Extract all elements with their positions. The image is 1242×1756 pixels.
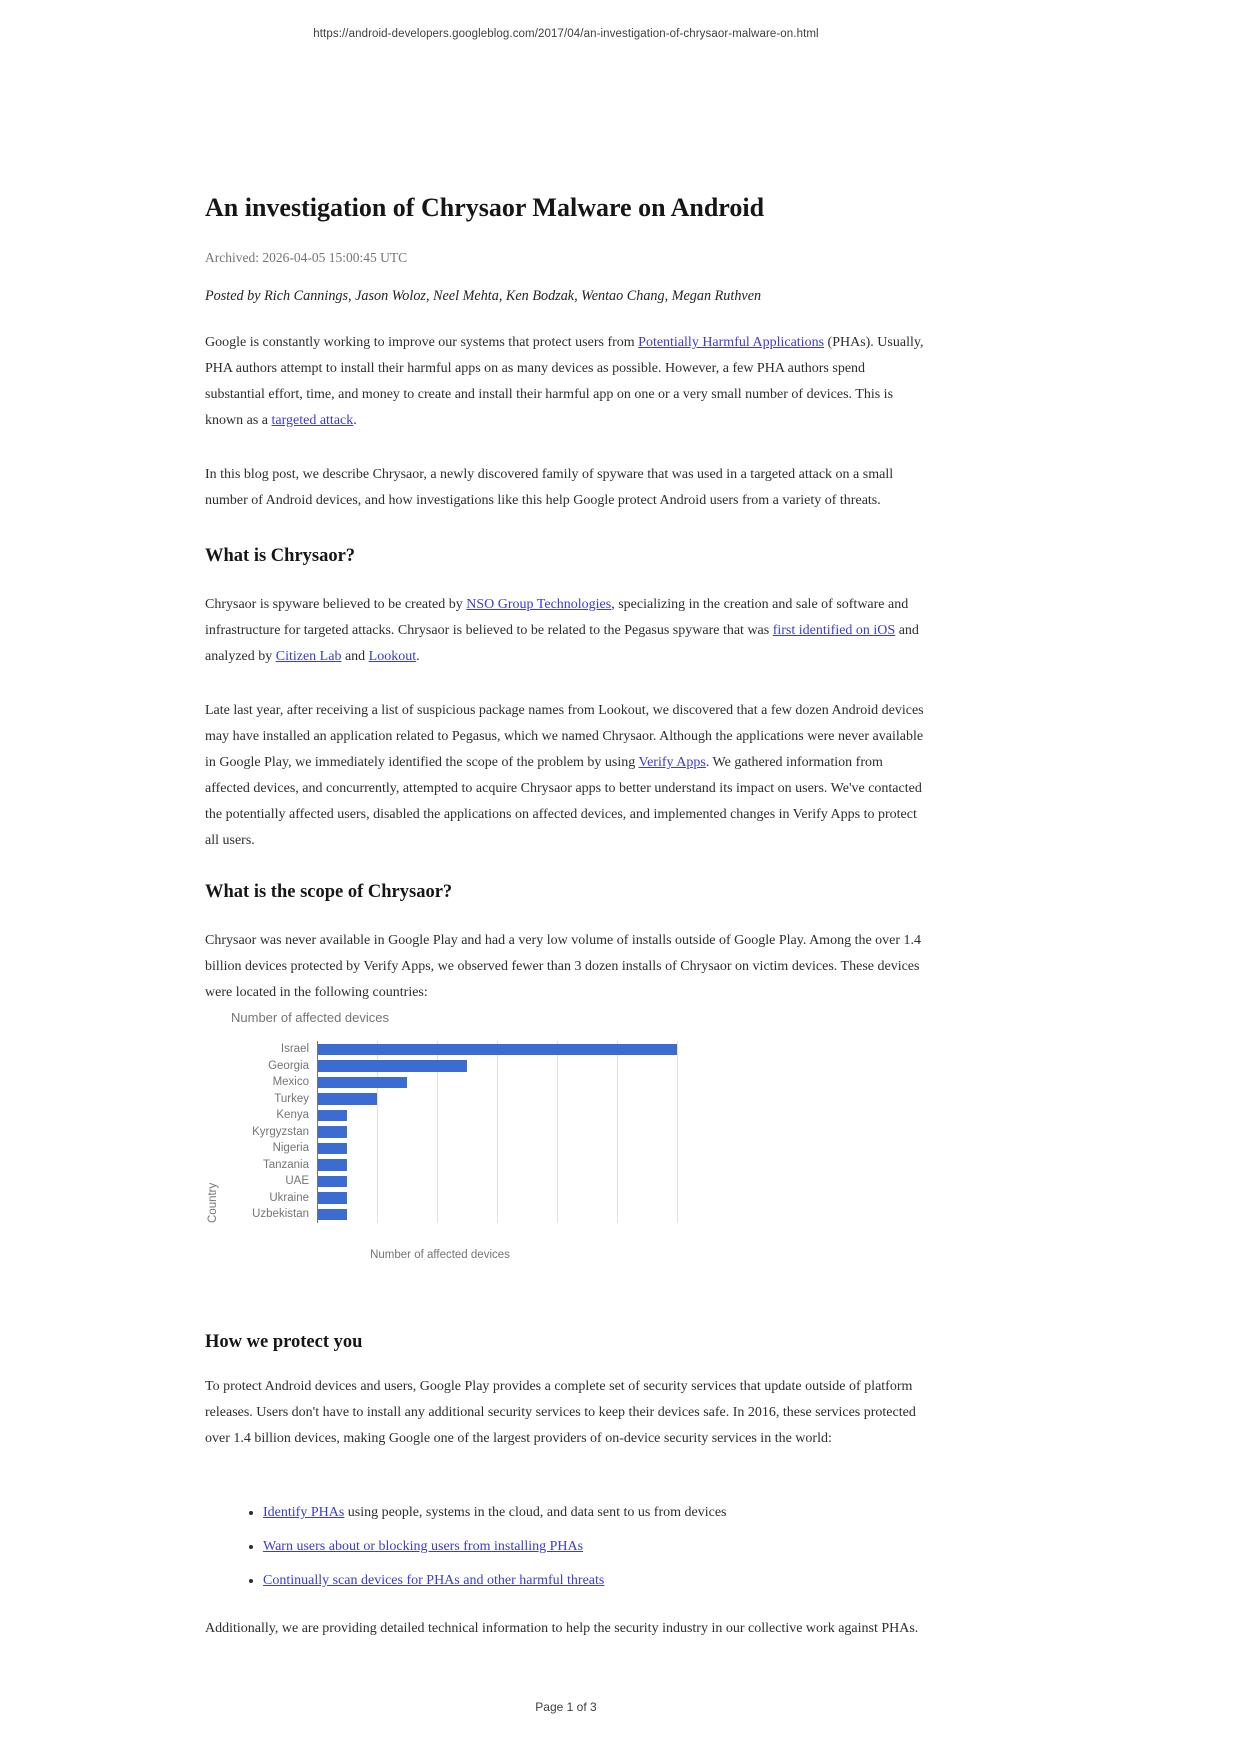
chart-bar-track [317, 1107, 677, 1124]
chart-bar-track [317, 1058, 677, 1075]
link-first-identified-on-ios[interactable]: first identified on iOS [772, 623, 896, 638]
chart-bar-track [317, 1124, 677, 1141]
chart-category-label: Turkey [274, 1092, 309, 1105]
chart-rows [219, 1041, 677, 1223]
chart-row [219, 1190, 677, 1207]
chart-row [219, 1058, 677, 1075]
link-warn-users-blocking-installs[interactable]: Warn users about or blocking users from installing PHAs [263, 1539, 584, 1554]
chart-bar [317, 1126, 347, 1138]
archived-timestamp: Archived: 2026-04-05 15:00:45 UTC [205, 250, 408, 265]
chart-y-axis-label: Country [207, 1182, 219, 1223]
chart-bar [317, 1110, 347, 1122]
chart-bar [317, 1060, 467, 1072]
link-continually-scan-devices[interactable]: Continually scan devices for PHAs and other harmful threats [263, 1573, 605, 1588]
paragraph-text: Google is constantly working to improve our systems that protect users from [205, 335, 639, 350]
paragraph-text: (PHAs). Usually, PHA authors attempt to install their harmful apps on as many devices as possible. However, a few PHA authors spend substantial effort, time, and money to create and install their harmful app on one or a very small number of devices. This is known as a [205, 335, 924, 428]
chart-bar-track [317, 1173, 677, 1190]
chart-category-label: UAE [285, 1175, 309, 1188]
chart-bar [317, 1143, 347, 1155]
heading-how-we-protect-you: How we protect you [205, 1332, 363, 1352]
byline: Posted by Rich Cannings, Jason Woloz, Neel Mehta, Ken Bodzak, Wentao Chang, Megan Ruthven [205, 288, 762, 304]
chart-row [219, 1124, 677, 1141]
chart-bar [317, 1159, 347, 1171]
protection-list [205, 1500, 927, 1593]
chart-bar [317, 1077, 407, 1089]
affected-devices-bar-chart [205, 1010, 765, 1261]
paragraph-protect: To protect Android devices and users, Google Play provides a complete set of security services that update outside of platform releases. Users don't have to install any additional security services to keep their devices safe. In 2016, these services protected over 1.4 billion devices, making Google one of the largest providers of on-device security services in the world: [205, 1379, 916, 1446]
chart-bar-track [317, 1157, 677, 1174]
chart-bar [317, 1192, 347, 1204]
heading-what-is-chrysaor: What is Chrysaor? [205, 546, 356, 566]
paragraph-text: and [341, 649, 369, 664]
chart-bar [317, 1093, 377, 1105]
chart-title: Number of affected devices [231, 1010, 390, 1025]
chart-bar-track [317, 1041, 677, 1058]
list-item-text: using people, systems in the cloud, and data sent to us from devices [344, 1505, 727, 1520]
chart-axis-line [317, 1041, 318, 1223]
chart-bar-track [317, 1206, 677, 1223]
chart-gridline [677, 1041, 678, 1223]
paragraph-nso [205, 592, 927, 670]
paragraph-text: . [353, 413, 357, 428]
chart-row [219, 1140, 677, 1157]
link-nso-group-technologies[interactable]: NSO Group Technologies [466, 597, 612, 612]
chart-category-label: Uzbekistan [252, 1208, 309, 1221]
paragraph-text: , specializing in the creation and sale of software and infrastructure for targeted attacks. Chrysaor is believed to be related to the Pegasus spyware that was [205, 597, 909, 638]
page-number: Page 1 of 3 [535, 1700, 597, 1714]
link-verify-apps[interactable]: Verify Apps [638, 755, 706, 770]
chart-category-label: Georgia [268, 1059, 309, 1072]
link-targeted-attack[interactable]: targeted attack [271, 413, 354, 428]
paragraph-intro [205, 330, 927, 434]
chart-category-label: Israel [280, 1043, 309, 1056]
chart-row [219, 1074, 677, 1091]
paragraph-text: . We gathered information from affected devices, and concurrently, attempted to acquire Chrysaor apps to better understand its impact on users. We've contacted the potentially affected users, disabled the applications on affected devices, and implemented changes in Verify Apps to protect all users. [205, 755, 922, 848]
list-item-warn [263, 1534, 927, 1559]
article-title: An investigation of Chrysaor Malware on Android [205, 193, 765, 222]
chart-bar-track [317, 1074, 677, 1091]
chart-bar-track [317, 1091, 677, 1108]
chart-bar-track [317, 1190, 677, 1207]
chart-category-label: Ukraine [269, 1191, 309, 1204]
paragraph-text: Chrysaor is spyware believed to be created by [205, 597, 467, 612]
paragraph-late-last-year [205, 698, 927, 854]
link-potentially-harmful-applications[interactable]: Potentially Harmful Applications [638, 335, 825, 350]
chart-row [219, 1173, 677, 1190]
chart-category-label: Tanzania [262, 1158, 309, 1171]
chart-row [219, 1157, 677, 1174]
chart-category-label: Kenya [276, 1109, 309, 1122]
chart-row [219, 1041, 677, 1058]
chart-plot-area [205, 1041, 765, 1223]
list-item-scan [263, 1568, 927, 1593]
chart-category-label: Nigeria [272, 1142, 309, 1155]
chart-row [219, 1206, 677, 1223]
chart-category-label: Mexico [272, 1076, 309, 1089]
heading-scope-of-chrysaor: What is the scope of Chrysaor? [205, 882, 453, 902]
link-citizen-lab[interactable]: Citizen Lab [275, 649, 342, 664]
chart-bar-track [317, 1140, 677, 1157]
chart-category-label: Kyrgyzstan [252, 1125, 309, 1138]
chart-row [219, 1091, 677, 1108]
paragraph-scope: Chrysaor was never available in Google Play and had a very low volume of installs outside of Google Play. Among the over 1.4 billion devices protected by Verify Apps, we observed fewer than 3 dozen installs of Chrysaor on victim devices. These devices were located in the following countries: [205, 933, 922, 1000]
link-identify-phas[interactable]: Identify PHAs [263, 1505, 345, 1520]
link-lookout[interactable]: Lookout [368, 649, 417, 664]
chart-x-axis-label: Number of affected devices [370, 1248, 510, 1261]
print-header-url: https://android-developers.googleblog.com/2017/04/an-investigation-of-chrysaor-malware-on.html [313, 28, 819, 40]
paragraph-blog-post: In this blog post, we describe Chrysaor, a newly discovered family of spyware that was used in a targeted attack on a small number of Android devices, and how investigations like this help Google protect Android users from a variety of threats. [205, 467, 894, 508]
paragraph-additionally: Additionally, we are providing detailed technical information to help the security industry in our collective work against PHAs. [205, 1621, 919, 1636]
paragraph-text: and analyzed by [205, 623, 919, 664]
paragraph-text: . [416, 649, 420, 664]
paragraph-text: Late last year, after receiving a list of suspicious package names from Lookout, we discovered that a few dozen Android devices may have installed an application related to Pegasus, which we named Chrysaor. Although the applications were never available in Google Play, we immediately identified the scope of the problem by using [205, 703, 924, 770]
chart-bar [317, 1044, 677, 1056]
chart-row [219, 1107, 677, 1124]
chart-bar [317, 1209, 347, 1221]
list-item-identify [263, 1500, 927, 1525]
chart-bar [317, 1176, 347, 1188]
protection-list-wrap [205, 1500, 927, 1602]
